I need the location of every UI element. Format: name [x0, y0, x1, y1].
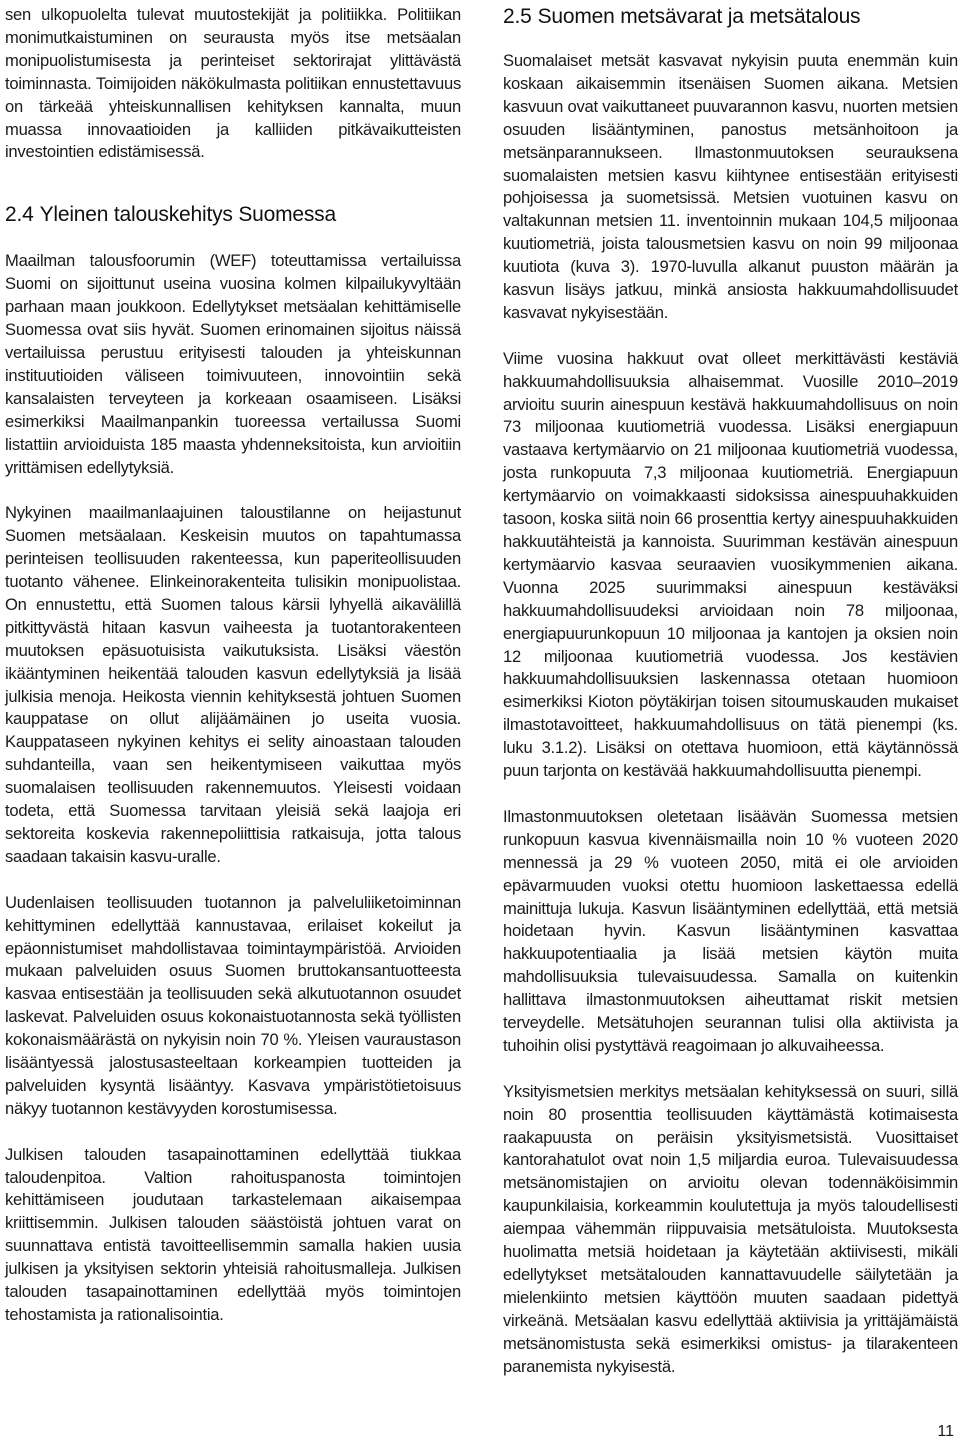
- body-paragraph: Uudenlaisen teollisuuden tuotannon ja palveluliiketoiminnan kehittyminen edellyttää kannustavaa, erilaiset kokeilut ja epäonnistumiset mahdollistavaa toimintaympäristöä. Arvioiden mukaan palveluiden osuus Suomen bruttokansantuotteesta kasvaa entisestään ja teollisuuden sekä alkutuotannon osuudet laskevat. Palveluiden osuus kokonaistuotannosta sekä työllisten kokonaismäärästä on nykyisin noin 70 %. Yleisen vauraustason lisääntyessä jalostusasteeltaan korkeampien tuotteiden ja palveluiden kysyntä lisääntyy. Kasvava ympäristötietoisuus näkyy tuotannon kestävyyden korostumisessa.: [5, 892, 461, 1118]
- section-number: 2.4: [5, 203, 34, 227]
- right-column: [503, 4, 958, 1379]
- body-paragraph: Viime vuosina hakkuut ovat olleet merkittävästi kestäviä hakkuumahdollisuuksia alhaisemmat. Vuosille 2010–2019 arvioitu suurin ainespuun kestävä hakkuumahdollisuus on noin 73 miljoonaa kuutiometriä vuodessa. Lisäksi energiapuun vastaava kertymäarvio on 21 miljoonaa kuutiometriä vuodessa, josta runkopuuta 7,3 miljoonaa kuutiometriä. Energiapuun kertymäarvio on voimakkaasti sidoksissa ainespuuhakkuiden tasoon, koska siitä noin 66 prosenttia kertyy ainespuuhakkuiden hakkuutähteistä ja kannoista. Suurimman kestävän ainespuun kertymäarvio kasvaa seuraavien vuosikymmenien aikana. Vuonna 2025 suurimmaksi ainespuun kestäväksi hakkuumahdollisuudeksi arvioidaan noin 78 miljoonaa, energiapuurunkopuun 10 miljoonaa ja kantojen ja oksien noin 12 miljoonaa kuutiometriä vuodessa. Jos kestävien hakkuumahdollisuuksien laskennassa otetaan huomioon esimerkiksi Kioton pöytäkirjan toisen sitoumuskauden mukaiset ilmastotavoitteet, hakkuumahdollisuus on tätä pienempi (ks. luku 3.1.2). Lisäksi on otettava huomioon, että käytännössä puun tarjonta on kestävää hakkuumahdollisuutta pienempi.: [503, 348, 958, 781]
- body-paragraph: Julkisen talouden tasapainottaminen edellyttää tiukkaa taloudenpitoa. Valtion rahoituspanosta toimintojen kehittämiseen joudutaan tarkastelemaan aikaisempaa kriittisemmin. Julkisen talouden säästöistä johtuen varat on suunnattava entistä tavoitteellisemmin samalla hakien uusia julkisen ja yksityisen sektorin yhteisiä rahoitusmalleja. Julkisen talouden tasapainottaminen edellyttää myös toimintojen tehostamista ja rationalisointia.: [5, 1144, 461, 1324]
- section-number: 2.5: [503, 5, 532, 28]
- section-heading-2-5: [503, 4, 958, 30]
- section-title: Suomen metsävarat ja metsätalous: [537, 5, 861, 28]
- body-paragraph: Maailman talousfoorumin (WEF) toteuttamissa vertailuissa Suomi on sijoittunut useina vuosina kolmen kilpailukyvyltään parhaan maan joukkoon. Edellytykset metsäalan kehittämiselle Suomessa ovat siis hyvät. Suomen erinomainen sijoitus näissä vertailuissa perustuu erityisesti talouden ja yhteiskunnan instituutioiden väliseen toimivuuteen, innovointiin sekä kansalaisten terveyteen ja korkeaan osaamiseen. Lisäksi esimerkiksi Maailmanpankin tuoreessa vertailussa Suomi listattiin arvioiduista 185 maasta yhdenneksitoista, kun arvioitiin yrittämisen edellytyksiä.: [5, 251, 461, 477]
- body-paragraph: Suomalaiset metsät kasvavat nykyisin puuta enemmän kuin koskaan aikaisemmin itsenäisen Suomen aikana. Metsien kasvuun ovat vaikuttaneet puuvarannon kasvu, nuorten metsien osuuden lisääntyminen, panostus metsänhoitoon ja metsänparannukseen. Ilmastonmuutoksen seurauksena suomalaisten metsien kasvu kiihtynee entisestään erityisesti pohjoisessa ja suometsissä. Metsien vuotuinen kasvu on valtakunnan metsien 11. inventoinnin mukaan 104,5 miljoonaa kuutiometriä, joista talousmetsien kasvu on noin 99 miljoonaa kuutiota (kuva 3). 1970-luvulla alkanut puuston määrän ja kasvun lisäys jatkuu, minkä ansiosta hakkuumahdollisuudet kasvavat nykyisestään.: [503, 51, 958, 322]
- left-column: [5, 4, 461, 1327]
- body-paragraph: Nykyinen maailmanlaajuinen taloustilanne on heijastunut Suomen metsäalaan. Keskeisin muutos on tapahtumassa perinteisen teollisuuden rakenteessa, kun paperiteollisuuden tuotanto vähenee. Elinkeinorakenteita tulisikin monipuolistaa. On ennustettu, että Suomen talous kärsii lyhyellä aikavälillä pitkittyvästä hitaan kasvun vaiheesta ja tuotantorakenteen muutoksen epäsuotuisista vaikutuksista. Lisäksi väestön ikääntyminen heikentää talouden kasvun edellytyksiä ja lisää julkisia menoja. Heikosta viennin kehityksestä johtuen Suomen kauppatase on ollut alijäämäinen jo useita vuosia. Kauppataseen nykyinen kehitys ei selity ainoastaan talouden suhdanteilla, vaan sen heikentymiseen vaikuttaa myös suomalaisen teollisuuden rakennemuutos. Yleisesti voidaan todeta, että Suomessa tarvitaan yleisiä sekä laajoja eri sektoreita koskevia rakennepoliittisia ratkaisuja, jotta talous saadaan takaisin kasvu-uralle.: [5, 503, 461, 866]
- section-heading-2-4: [5, 202, 461, 228]
- body-paragraph: Ilmastonmuutoksen oletetaan lisäävän Suomessa metsien runkopuun kasvua kivennäismailla noin 10 % vuoteen 2020 mennessä ja 29 % vuoteen 2050, mitä ei ole arvioiden epävarmuuden vuoksi otettu huomioon laskettaessa edellä mainittuja lukuja. Kasvun lisääntyminen edellyttää, että metsiä hoidetaan hyvin. Kasvun lisääntyminen kasvattaa hakkuupotentiaalia ja lisää metsien käytön muita mahdollisuuksia tulevaisuudessa. Samalla on kuitenkin hallittava ilmastonmuutoksen aiheuttamat riskit metsien terveydelle. Metsätuhojen seurannan tulisi olla aktiivista ja tuhoihin olisi pystyttävä reagoimaan jo alkuvaiheessa.: [503, 806, 958, 1055]
- intro-paragraph: sen ulkopuolelta tulevat muutostekijät ja politiikka. Politiikan monimutkaistuminen on seurausta myös itse metsäalan monipuolistumisesta ja perinteiset sektorirajat ylittävästä toiminnasta. Toimijoiden näkökulmasta politiikan ennustettavuus on tärkeää yhteiskunnallisen kehityksen kannalta, muun muassa innovaatioiden ja kalliiden pitkävaikutteisten investointien edistämisessä.: [5, 5, 461, 162]
- body-paragraph: Yksityismetsien merkitys metsäalan kehityksessä on suuri, sillä noin 80 prosenttia teollisuuden käyttämästä kotimaisesta raakapuusta on peräisin yksityismetsistä. Vuosittaiset kantorahatulot ovat noin 1,5 miljardia euroa. Tulevaisuudessa metsänomistajien on arvioitu olevan todennäköisimmin kaupunkilaisia, korkeammin koulutettuja ja myös taloudellisesti aiempaa vähemmän riippuvaisia metsätuloista. Muutoksesta huolimatta metsiä hoidetaan ja käytetään aktiivisesti, mikäli edellytykset metsätalouden kannattavuudelle säilytetään ja mielenkiinto metsien käyttöön muuten saadaan pidettyä virkeänä. Metsäalan kasvu edellyttää aktiivisia ja yrittäjämäistä metsänomistusta sekä esimerkiksi omistus- ja tilarakenteen paranemista nykyisestä.: [503, 1081, 958, 1376]
- section-title: Yleinen talouskehitys Suomessa: [39, 203, 336, 227]
- page-number: 11: [937, 1423, 954, 1440]
